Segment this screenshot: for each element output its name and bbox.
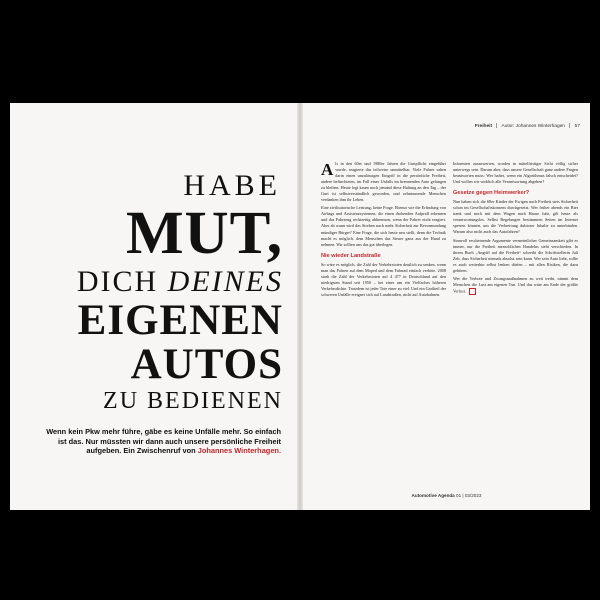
running-head-section: Freiheit [474,123,493,129]
lead-author: Johannes Winterhagen. [197,446,281,456]
running-head-divider-2 [569,123,570,128]
headline-line-3-pre: DICH [76,265,168,298]
running-head-author: Autor: Johannes Winterhagen [501,123,565,129]
right-page [303,103,590,510]
drop-cap: A [321,160,334,179]
left-page [10,103,297,510]
headline [77,171,283,413]
footer-publication: Automotive Agenda [411,493,455,498]
headline-line-4: EIGENEN [77,297,283,344]
headline-line-1: HABE [183,169,281,202]
article-paragraph: Informiert auszuwerten, worden in mittelfristiger Sicht völlig sicher unterwegs sein. Darum aber, dass unsere Gesellschaft ganz andere Fragen beantworten muss: Wer haftet, wenn ein Algorithmus falsch entscheidet? Und wollen wir wirklich alle Verantwortung abgeben? [453,161,578,185]
page-footer [303,493,590,498]
subheading: Nie wieder Landstraße [321,252,381,259]
article-column-1 [321,161,446,300]
article-paragraph: So wäre es möglich, die Zahl der Verkehrstoten deutlich zu senken, wenn man das Fahren auf dem Moped und dem Fahrrad einfach verböte. 2008 starb die Zahl der Verkehrstoten auf 4 477 in Deutschland auf den niedrigsten Stand seit 1950 – bei einer um ein Vielfaches höheren Verkehrsdichte. Trotzdem ist jeder Tote einer zu viel. Und ein Großteil der schweren Unfälle ereignet sich auf Landstraßen, nicht auf Autobahnen. [321,261,446,297]
article-intro: ls in den 60er und 1980er Jahren die Gurtpflicht eingeführt wurde, reagierte das teilweise unmittelbar. Viele Fahrer sahen darin einen unzulässigen Eingriff in die persönliche Freiheit, andere befürchteten, im Fall eines Unfalls im brennenden Auto gefangen zu bleiben. Heute legt kaum noch jemand diese Haltung an den Tag – der Gurt ist selbstverständlich geworden, und zehntausende Menschen verdanken ihm ihr Leben. [321,161,446,203]
lead-text: Wenn kein Pkw mehr führe, gäbe es keine Unfälle mehr. So einfach ist das. Nur müssten wir dann auch unsere persönliche Freiheit aufgeben. Ein Zwischenruf von [46,427,281,456]
magazine-spread [10,103,590,510]
footer-issue: 01 | 03/2023 [456,493,482,498]
article-paragraph [321,161,446,203]
lead-paragraph [46,427,281,456]
article-paragraph: Eine zivilisatorische Leistung, keine Frage. Ebenso wie die Erfindung von Airbags und Assistenzsystemen, die einen drohenden Aufprall erkennen und das Fahrzeug rechtzeitig abbremsen, wenn der Fahrer nicht reagiert. Aber ab wann wird das Streben nach mehr Sicherheit zur Bevormundung mündiger Bürger? Eine Frage, die sich heute neu stellt, denn die Technik macht es möglich, dem Menschen das Steuer ganz aus der Hand zu nehmen. Wir sollten uns das gut überlegen. [321,205,446,247]
page-number: 57 [574,123,580,129]
running-head [475,123,580,129]
article-column-2 [453,161,578,297]
headline-line-3-em: DEINES [167,265,283,298]
headline-line-3 [77,267,283,297]
subheading: Gesetze gegen Heimwerker? [453,190,530,197]
article-closing-text: Wer die Verbote und Zwangsmaßnahmen zu weit treibt, nimmt dem Menschen die Lust am eigenen Tun. Und das wäre am Ende der größte Verlust. [453,275,578,294]
end-mark-icon [469,288,476,295]
running-head-divider [496,123,497,128]
headline-line-2: MUT, [125,200,283,267]
article-paragraph [453,276,578,295]
article-paragraph: Sinnvoll erscheinende Argumente vermeintlicher Gemeinsamkeit gibt es immer, nur die Freiheit menschlichen Handelns steht verschieden. In ihrem Buch „Angriff auf die Freiheit“ schreibt die Schriftstellerin Juli Zeh, dass Sicherheit niemals absolut sein kann. Wer sein Auto liebt, sollte es auch weiterhin selbst lenken dürfen – mit allen Risiken, die dazu gehören. [453,237,578,273]
headline-line-6: ZU BEDIENEN [103,388,283,414]
article-paragraph: Nun haben sich die 68er Kinder der Ewigen nach Freiheit stets Sicherheit schon im Gesellschaftskonsens durchgesetzt. Wer früher abends ein Bier trank und noch mit dem Wagen nach Hause fuhr, gilt heute als verantwortungslos. Selbst Regelungen bestimmten Seiten im Internet sperren können, um die Verbreitung dubioser Inhalte zu unterbinden. Warum also nicht auch das Autofahren? [453,199,578,235]
headline-line-5: AUTOS [130,341,283,388]
